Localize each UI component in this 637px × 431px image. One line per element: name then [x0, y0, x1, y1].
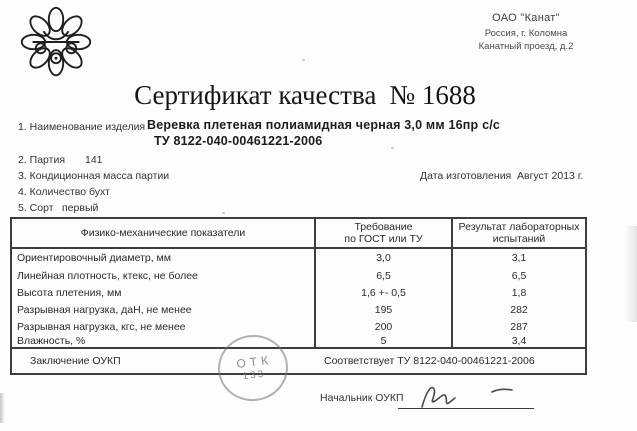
- scan-artifact-right-edge: [625, 226, 637, 322]
- company-address: Канатный проезд, д.2: [478, 41, 574, 52]
- field-product-label: 1. Наименование изделия: [18, 121, 146, 133]
- row-diameter-requirement: 3,0: [316, 249, 453, 267]
- row-diameter-name: Ориентировочный диаметр, мм: [12, 249, 316, 267]
- col-header-lab-result: Результат лабораторных испытаний: [453, 219, 585, 249]
- row-breaking-load-dan-requirement: 195: [316, 301, 453, 318]
- company-name: ОАО "Канат": [492, 12, 560, 24]
- row-diameter-result: 3,1: [511, 252, 527, 264]
- date-of-manufacture-label: Дата изготовления: [420, 170, 512, 182]
- row-breaking-load-kgs-result: 287: [510, 320, 528, 333]
- row-density-result: 6,5: [511, 269, 527, 282]
- field-grade-label: 5. Сорт: [18, 202, 54, 214]
- certificate-title: [105, 80, 505, 111]
- row-humidity-requirement: 5: [316, 335, 453, 349]
- col-header-requirement: Требование по ГОСТ или ТУ: [316, 219, 453, 249]
- field-mass-label: 3. Кондиционная масса партии: [18, 170, 170, 182]
- date-of-manufacture-value: Август 2013 г.: [517, 170, 584, 182]
- field-coils-label: 4. Количество бухт: [18, 186, 110, 198]
- signature-mark: [408, 380, 528, 412]
- otk-stamp-number: 133: [241, 368, 266, 383]
- field-product-value: Веревка плетеная полиамидная черная 3,0 мм 16пр с/с: [147, 118, 501, 132]
- field-batch-value: 141: [85, 154, 103, 166]
- conclusion-label: Заключение ОУКП: [30, 355, 121, 367]
- col-header-indicators: Физико-механические показатели: [12, 219, 316, 249]
- certificate-title-text: Сертификат качества: [134, 80, 377, 110]
- row-density-name: Линейная плотность, ктекс, не более: [12, 267, 316, 284]
- okp-chief-label: Начальник ОУКП: [320, 392, 404, 404]
- certificate-number: № 1688: [389, 80, 476, 110]
- field-product-tu: ТУ 8122-040-00461221-2006: [154, 134, 323, 148]
- row-braid-height-result: 1,8: [511, 286, 527, 299]
- row-braid-height-name: Высота плетения, мм: [12, 284, 316, 301]
- scan-artifact-left-edge: [0, 393, 5, 423]
- conclusion-value: Соответствует ТУ 8122-040-00461221-2006: [324, 355, 535, 367]
- row-braid-height-requirement: 1,6 +- 0,5: [316, 284, 453, 301]
- row-density-requirement: 6,5: [316, 267, 453, 284]
- field-batch-label: 2. Партия: [18, 154, 66, 166]
- row-humidity-result: 3,4: [453, 335, 585, 349]
- otk-stamp-text: ОТК: [235, 352, 273, 371]
- field-grade-value: первый: [62, 202, 99, 214]
- company-location: Россия, г. Коломна: [484, 28, 568, 39]
- scan-speck: [302, 59, 305, 61]
- row-breaking-load-kgs-requirement: 200: [316, 318, 453, 335]
- test-results-table: [10, 217, 587, 375]
- conclusion-row: [12, 349, 585, 373]
- scan-speck: [391, 147, 394, 149]
- row-humidity-name: Влажность, %: [12, 335, 316, 349]
- row-breaking-load-kgs-name: Разрывная нагрузка, кгс, не менее: [12, 318, 316, 335]
- scan-speck: [222, 212, 225, 214]
- row-breaking-load-dan-name: Разрывная нагрузка, даН, не менее: [12, 301, 316, 318]
- row-breaking-load-dan-result: 282: [510, 303, 528, 316]
- company-logo-knot-icon: [20, 6, 92, 78]
- company-header: [420, 12, 632, 53]
